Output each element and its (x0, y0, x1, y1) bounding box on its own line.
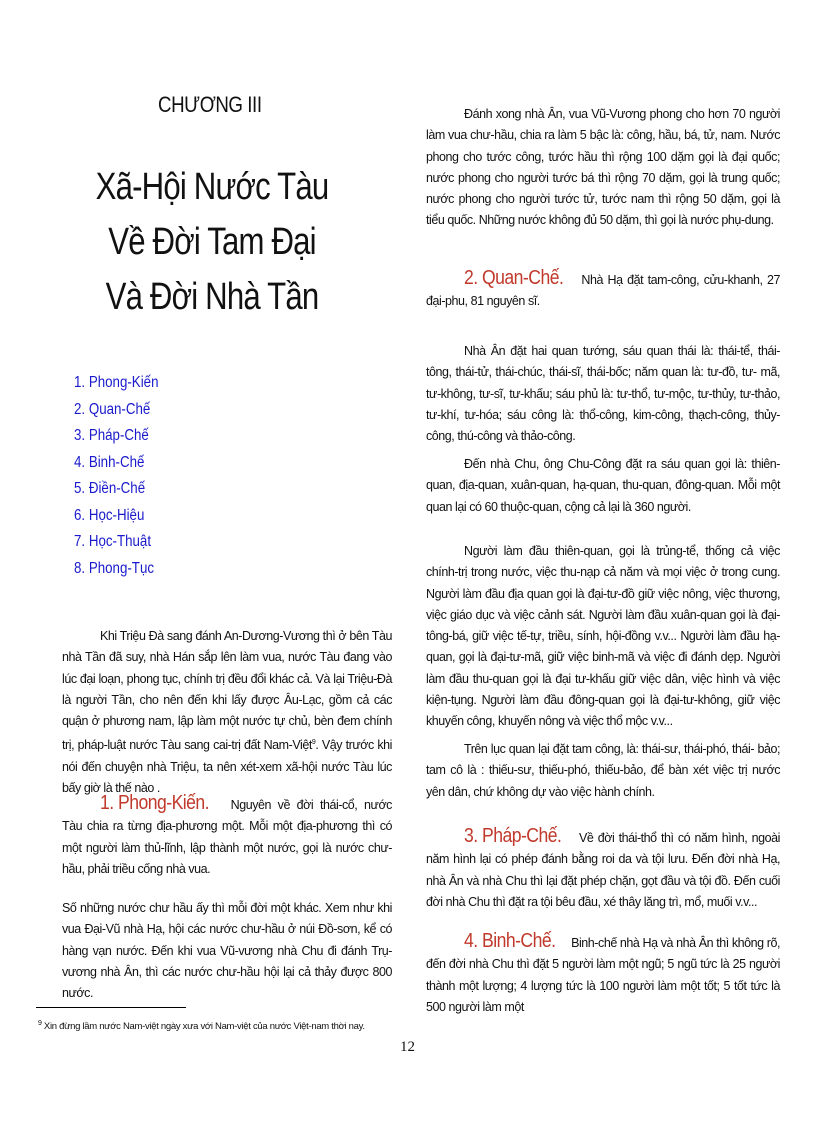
section-quan-che: 2. Quan-Chế. Nhà Hạ đặt tam-công, cửu-khanh, 27 đại-phu, 81 nguyên sĩ. (426, 267, 780, 309)
paragraph: Đến nhà Chu, ông Chu-Công đặt ra sáu quan gọi là: thiên-quan, địa-quan, xuân-quan, hạ-quan, thu-quan, đông-quan. Mỗi một quan lại có 60 thuộc-quan, cộng cả lại là 360 người. (426, 457, 780, 514)
title-line-2: Về Đời Tam Đại (108, 221, 316, 263)
section-heading: 4. Binh-Chế. (464, 930, 556, 952)
title-line-1: Xã-Hội Nước Tàu (95, 166, 329, 208)
paragraph: Đánh xong nhà Ân, vua Vũ-Vương phong cho hơn 70 người làm vua chư-hầu, chia ra làm 5 bậc là: công, hầu, bá, tử, nam. Nước phong cho tước công, tước hầu thì rộng 100 dặm gọi là đại quốc; nước phong cho người tước bá thì rộng 70 dặm, gọi là trung quốc; nước phong cho người tước tử, tước nam thì rộng 50 dặm, gọi là tiểu quốc. Những nước không đủ 50 dặm, thì gọi là nước phụ-dung. (426, 107, 780, 228)
footnote-ref[interactable]: 9 (311, 739, 316, 747)
intro-paragraph: Khi Triệu Đà sang đánh An-Dương-Vương thì ở bên Tàu nhà Tần đã suy, nhà Hán sắp lên làm vua, nước Tàu đang vào lúc đại loạn, phong tục, chính trị đều đổi khác cả. Và lại Triệu-Đà là người Tần, cho nên đến khi lấy được Âu-Lạc, gồm cả các quận ở phương nam, lập làm một nước tự chủ, bèn đem chính trị, pháp-luật nước Tàu sang cai-trị đất Nam-Việt$^9$. Vậy trước khi nói đến chuyện nhà Triệu, ta nên xét-xem xã-hội nước Tàu lúc bấy giờ là thế nào . (62, 629, 392, 796)
toc-item[interactable]: 8. Phong-Tục (74, 559, 155, 577)
paragraph: Số những nước chư hầu ấy thì mỗi đời một khác. Xem như khi vua Đại-Vũ nhà Hạ, hội các nước chư-hầu ở núi Đồ-sơn, kể có hàng vạn nước. Đến khi vua Vũ-vương nhà Chu đi đánh Trụ-vương nhà Ân, thì các nước chư-hầu hội lại cả thảy được 800 nước. (62, 901, 392, 1001)
section-heading: 3. Pháp-Chế. (464, 825, 562, 847)
paragraph: Trên lục quan lại đặt tam công, là: thái-sư, thái-phó, thái- bảo; tam cô là : thiếu-sư, thiếu-phó, thiếu-bảo, để bàn xét việc trị nước yên dân, chứ không dự vào việc hành chính. (426, 742, 780, 799)
section-phong-kien: 1. Phong-Kiến. Nguyên về đời thái-cổ, nước Tàu chia ra từng địa-phương một. Mỗi một địa-phương thì có một người làm thủ-lĩnh, lập thành một nước, gọi là nước chư-hầu, phải triều cống nhà vua. (62, 792, 392, 876)
chapter-title (62, 160, 362, 325)
title-line-3: Và Đời Nhà Tần (105, 276, 319, 318)
toc-item[interactable]: 6. Học-Hiệu (74, 506, 145, 524)
toc-item[interactable]: 3. Pháp-Chế (74, 427, 149, 444)
toc-item[interactable]: 2. Quan-Chế (74, 400, 151, 418)
footnote-divider (36, 1007, 186, 1008)
footnote: $^9$ Xin đừng lầm nước Nam-việt ngày xưa với Nam-việt của nước Việt-nam thời nay. (38, 1020, 365, 1033)
toc-item[interactable]: 4. Binh-Chế (74, 453, 145, 471)
toc-item[interactable]: 5. Điền-Chế (74, 480, 146, 497)
page-number: 12 (400, 1039, 415, 1055)
section-binh-che: 4. Binh-Chế. Binh-chế nhà Hạ và nhà Ân thì không rõ, đến đời nhà Chu thì đặt 5 người làm một ngũ; 5 ngũ tức là 25 người thành một lượng; 4 lượng tức là 100 người làm một tốt; 5 tốt tức là 500 người làm một (426, 930, 780, 1014)
section-heading: 1. Phong-Kiến. (100, 792, 210, 814)
table-of-contents (74, 370, 172, 582)
paragraph: Người làm đầu thiên-quan, gọi là trủng-tể, thống cả việc chính-trị trong nước, việc thu-nạp cả năm và mọi việc ở trong cung. Người làm đầu địa quan gọi là đại-tư-đồ giữ việc nông, việc thương, việc giáo dục và việc cảnh sát. Người làm đầu xuân-quan gọi là đại-tông-bá, giữ việc tế-tự, triều, sính, hội-đồng v.v... Người làm đầu hạ-quan, gọi là đại-tư-mã, giữ việc binh-mã và việc đi đánh dẹp. Người làm đầu thu-quan gọi là đại tư-khấu giữ việc dân, việc hình và việc kiện-tụng. Người làm đầu đông-quan gọi là đại-tư-không, giữ việc khuyến công, khuyến nông và việc thổ mộc v.v... (426, 544, 780, 729)
section-phap-che: 3. Pháp-Chế. Về đời thái-thổ thì có năm hình, ngoài năm hình lại có phép đánh bằng roi da và tội lưu. Đến đời nhà Hạ, nhà Ân và nhà Chu thì lại đặt phép chặn, gọt đầu và tội đồ. Đến cuối đời nhà Chu thì đặt ra tội bêu đầu, xé thây lăng trì, mổ, muối v.v... (426, 825, 780, 909)
chapter-label: CHƯƠNG III (158, 92, 262, 117)
section-heading: 2. Quan-Chế. (464, 267, 564, 289)
toc-item[interactable]: 7. Học-Thuật (74, 533, 152, 550)
toc-item[interactable]: 1. Phong-Kiến (74, 374, 159, 391)
paragraph: Nhà Ân đặt hai quan tướng, sáu quan thái là: thái-tể, thái-tông, thái-tử, thái-chúc, thái-sĩ, thái-bốc; năm quan là: tư-đồ, tư- mã, tư-không, tư-sĩ, tư-khấu; sáu phủ là: tư-thổ, tư-mộc, tư-thủy, tư-thảo, tư-khí, tư-hóa; sáu công là: thổ-công, kim-công, thạch-công, thủy-công, thú-công và thảo-công. (426, 344, 780, 444)
